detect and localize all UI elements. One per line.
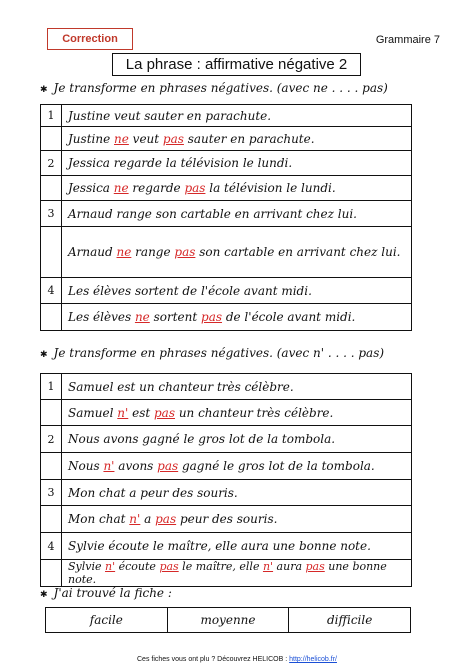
negation-ne: ne bbox=[113, 181, 129, 195]
affirmative-sentence: Samuel est un chanteur très célèbre. bbox=[62, 374, 412, 400]
item-number: 3 bbox=[41, 480, 62, 506]
affirmative-sentence: Les élèves sortent de l'école avant midi. bbox=[62, 278, 412, 304]
item-number: 1 bbox=[41, 374, 62, 400]
negative-sentence: Sylvie n' écoute pas le maître, elle n' aura pas une bonne note. bbox=[62, 560, 412, 587]
table-row bbox=[41, 426, 412, 453]
negation-pas: pas bbox=[201, 310, 223, 324]
difficulty-option-hard[interactable]: difficile bbox=[289, 608, 411, 633]
footer-text: Ces fiches vous ont plu ? Découvrez HELICOB : bbox=[137, 656, 290, 663]
table-row bbox=[41, 453, 412, 480]
negation-pas: pas bbox=[162, 131, 184, 146]
item-number: 4 bbox=[41, 533, 62, 560]
negation-ne: ne bbox=[134, 310, 150, 324]
negative-sentence: Arnaud ne range pas son cartable en arrivant chez lui. bbox=[62, 227, 412, 278]
negative-sentence: Justine ne veut pas sauter en parachute. bbox=[62, 127, 412, 151]
negation-ne: ne bbox=[114, 131, 129, 146]
negative-sentence: Nous n' avons pas gagné le gros lot de la tombola. bbox=[62, 453, 412, 480]
table-row bbox=[46, 608, 411, 633]
table-row bbox=[41, 201, 412, 227]
table-row bbox=[41, 560, 412, 587]
item-number: 2 bbox=[41, 426, 62, 453]
item-number-empty bbox=[41, 560, 62, 587]
table-row bbox=[41, 127, 412, 151]
table-row bbox=[41, 480, 412, 506]
negation-pas: pas bbox=[157, 459, 179, 473]
exercise-table-2 bbox=[40, 373, 412, 587]
negation-pas: pas bbox=[159, 560, 179, 573]
instruction-2-text: Je transforme en phrases négatives. (avec n' . . . . pas) bbox=[53, 346, 385, 360]
difficulty-option-medium[interactable]: moyenne bbox=[167, 608, 289, 633]
page-title: La phrase : affirmative négative 2 bbox=[112, 53, 361, 76]
negative-sentence: Mon chat n' a pas peur des souris. bbox=[62, 506, 412, 533]
instruction-1-text: Je transforme en phrases négatives. (avec ne . . . . pas) bbox=[53, 81, 388, 95]
grammar-label: Grammaire 7 bbox=[375, 34, 440, 46]
instruction-difficulty bbox=[40, 586, 172, 600]
difficulty-option-easy[interactable]: facile bbox=[46, 608, 168, 633]
item-number-empty bbox=[41, 227, 62, 278]
item-number-empty bbox=[41, 304, 62, 331]
item-number: 1 bbox=[41, 105, 62, 127]
affirmative-sentence: Jessica regarde la télévision le lundi. bbox=[62, 151, 412, 176]
negation-pas: pas bbox=[184, 181, 206, 195]
negative-sentence: Samuel n' est pas un chanteur très célèbre. bbox=[62, 400, 412, 426]
table-row bbox=[41, 176, 412, 201]
negation-n: n' bbox=[129, 512, 141, 526]
exercise-table-1 bbox=[40, 104, 412, 331]
negation-n: n' bbox=[117, 405, 129, 420]
table-row bbox=[41, 374, 412, 400]
instruction-2 bbox=[40, 346, 384, 360]
negative-sentence: Jessica ne regarde pas la télévision le lundi. bbox=[62, 176, 412, 201]
negation-pas: pas bbox=[154, 405, 175, 420]
negation-n: n' bbox=[103, 459, 115, 473]
table-row bbox=[41, 506, 412, 533]
table-row bbox=[41, 400, 412, 426]
footer bbox=[0, 656, 474, 663]
negation-pas: pas bbox=[155, 512, 177, 526]
table-row bbox=[41, 105, 412, 127]
difficulty-instruction-text: J'ai trouvé la fiche : bbox=[53, 586, 172, 600]
negation-n: n' bbox=[262, 560, 274, 573]
affirmative-sentence: Mon chat a peur des souris. bbox=[62, 480, 412, 506]
item-number: 3 bbox=[41, 201, 62, 227]
negation-pas: pas bbox=[174, 245, 196, 259]
footer-link[interactable]: http://helicob.fr/ bbox=[289, 656, 337, 663]
table-row bbox=[41, 304, 412, 331]
bullet-icon: ✱ bbox=[40, 85, 48, 95]
item-number: 4 bbox=[41, 278, 62, 304]
negation-n: n' bbox=[105, 560, 116, 573]
bullet-icon: ✱ bbox=[40, 350, 48, 360]
table-row bbox=[41, 151, 412, 176]
item-number-empty bbox=[41, 176, 62, 201]
table-row bbox=[41, 227, 412, 278]
table-row bbox=[41, 533, 412, 560]
item-number-empty bbox=[41, 506, 62, 533]
table-row bbox=[41, 278, 412, 304]
item-number: 2 bbox=[41, 151, 62, 176]
item-number-empty bbox=[41, 127, 62, 151]
bullet-icon: ✱ bbox=[40, 590, 48, 600]
correction-badge: Correction bbox=[47, 28, 133, 50]
negation-ne: ne bbox=[116, 245, 132, 259]
affirmative-sentence: Sylvie écoute le maître, elle aura une bonne note. bbox=[62, 533, 412, 560]
affirmative-sentence: Justine veut sauter en parachute. bbox=[62, 105, 412, 127]
negative-sentence: Les élèves ne sortent pas de l'école avant midi. bbox=[62, 304, 412, 331]
item-number-empty bbox=[41, 400, 62, 426]
instruction-1 bbox=[40, 81, 388, 95]
negation-pas: pas bbox=[305, 560, 325, 573]
affirmative-sentence: Arnaud range son cartable en arrivant chez lui. bbox=[62, 201, 412, 227]
item-number-empty bbox=[41, 453, 62, 480]
difficulty-table bbox=[45, 607, 411, 633]
affirmative-sentence: Nous avons gagné le gros lot de la tombola. bbox=[62, 426, 412, 453]
